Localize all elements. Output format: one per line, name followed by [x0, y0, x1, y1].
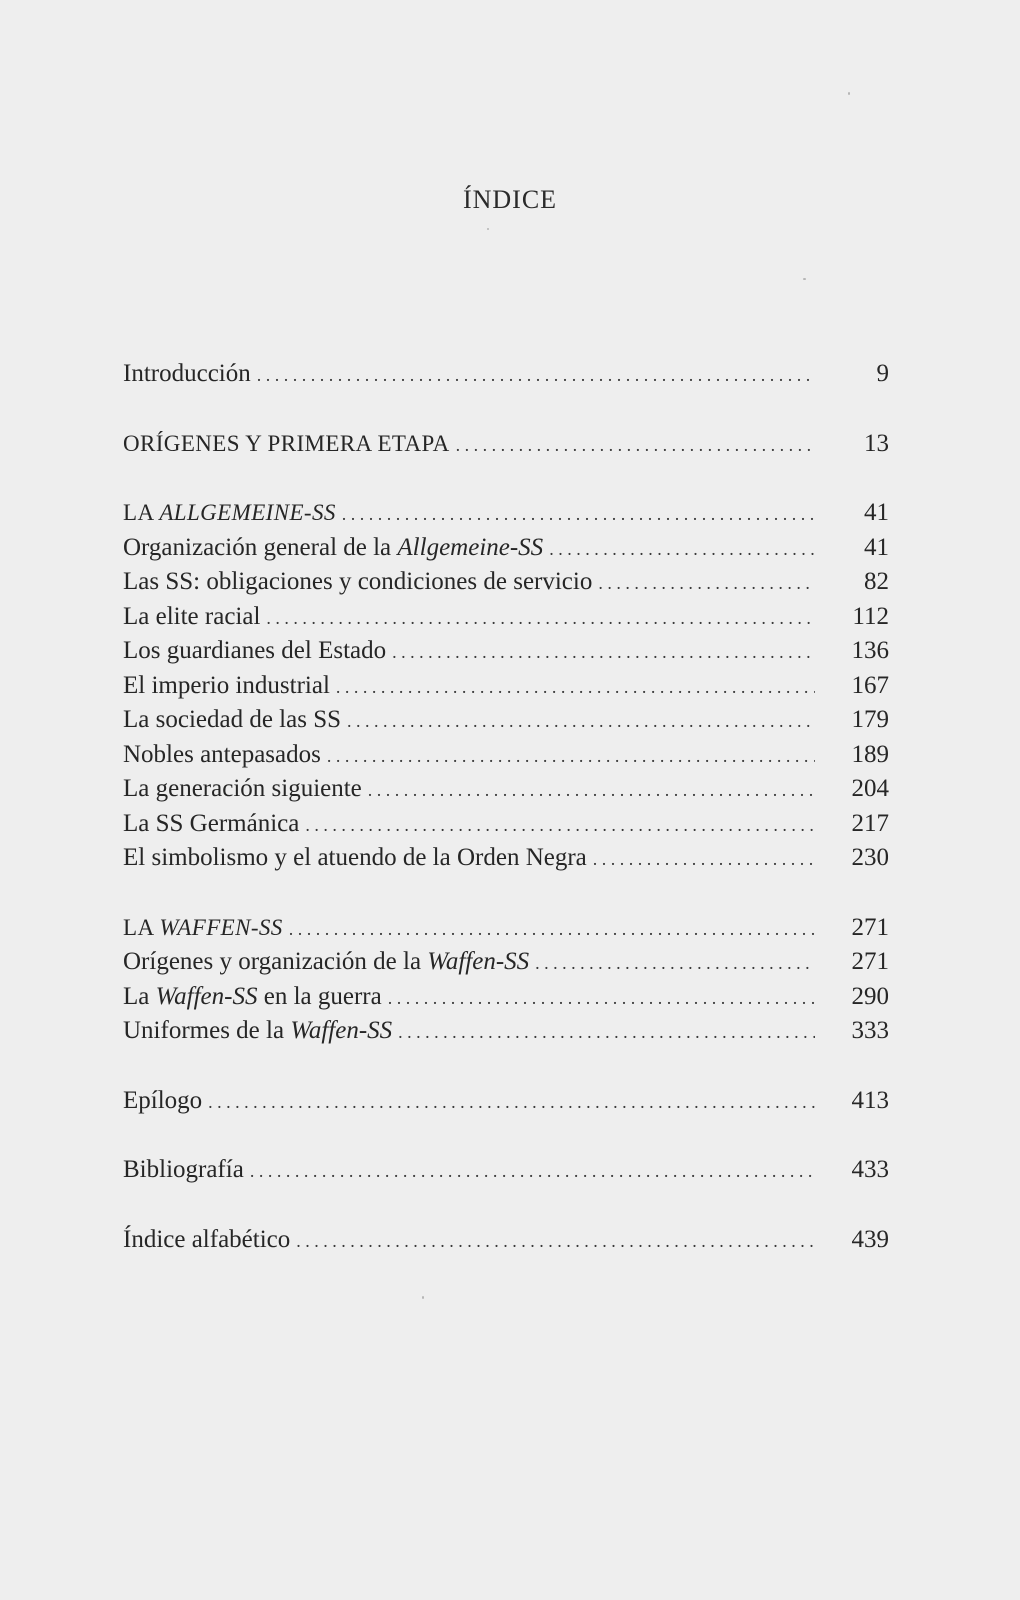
toc-entry: [123, 600, 889, 635]
label-italic: Waffen-SS: [155, 982, 258, 1010]
label-suffix: en la guerra: [257, 982, 382, 1010]
toc-group-indice-alfabetico: [123, 1223, 889, 1258]
toc-entry: [123, 980, 889, 1015]
toc-entry-label: Índice alfabético: [123, 1225, 291, 1253]
dot-leader: [250, 1154, 815, 1189]
toc-group-allgemeine: [123, 496, 889, 876]
scan-speck: [422, 1296, 424, 1299]
label-prefix: LA: [123, 500, 160, 525]
toc-entry-label: El imperio industrial: [123, 671, 330, 699]
dot-leader: [593, 842, 815, 877]
toc-entry-label: La elite racial: [123, 602, 261, 630]
toc-entry-label: El simbolismo y el atuendo de la Orden Negra: [123, 844, 587, 871]
toc-entry: [123, 1223, 889, 1258]
toc-group-bibliografia: [123, 1153, 889, 1188]
toc-entry-page: 271: [851, 948, 889, 975]
label-italic: ALLGEMEINE-SS: [159, 500, 336, 525]
toc-entry-page: 413: [851, 1086, 889, 1114]
toc-entry-label: [123, 531, 549, 566]
toc-entry-label: La SS Germánica: [123, 809, 300, 837]
label-italic: Waffen-SS: [290, 1017, 393, 1044]
toc-entry-label: ORÍGENES Y PRIMERA ETAPA: [123, 430, 450, 456]
toc-entry: [123, 772, 889, 807]
toc-group-epilogo: [123, 1084, 889, 1119]
toc-entry-label: Introducción: [123, 360, 251, 387]
toc-entry-label: [123, 1014, 398, 1049]
dot-leader: [392, 635, 815, 670]
page-title: ÍNDICE: [462, 185, 558, 214]
dot-leader: [388, 981, 815, 1016]
toc-entry: [123, 807, 889, 842]
toc-entry-page: 136: [851, 637, 889, 664]
toc-entry-page: 13: [864, 429, 889, 457]
dot-leader: [296, 1224, 815, 1259]
label-prefix: La: [123, 982, 156, 1010]
toc-entry-label: La sociedad de las SS: [123, 706, 342, 733]
label-italic: WAFFEN-SS: [159, 914, 283, 940]
dot-leader: [368, 773, 815, 808]
dot-leader: [305, 808, 815, 843]
toc-entry-page: 41: [864, 499, 889, 526]
toc-entry-label: Epílogo: [123, 1086, 203, 1114]
toc-entry-page: 217: [851, 809, 889, 837]
toc-entry-page: 112: [852, 602, 889, 630]
scan-speck: [487, 228, 489, 230]
dot-leader: [327, 739, 815, 774]
toc-entry-page: 230: [851, 844, 889, 871]
toc-entry-page: 433: [851, 1156, 889, 1183]
toc-entry-page: 189: [851, 740, 889, 768]
toc-entry: [123, 427, 889, 462]
scan-speck: [848, 92, 850, 95]
toc-entry-page: 82: [864, 568, 889, 595]
dot-leader: [456, 428, 815, 463]
toc-entry-page: 290: [851, 982, 889, 1010]
label-prefix: Uniformes de la: [123, 1017, 291, 1044]
toc-entry-page: 167: [851, 671, 889, 699]
dot-leader: [398, 1015, 815, 1050]
toc-entry: [123, 945, 889, 980]
toc-entry: [123, 1153, 889, 1188]
toc-entry-label: Bibliografía: [123, 1156, 244, 1183]
toc-entry-label: La generación siguiente: [123, 775, 362, 802]
toc-entry-label: [123, 945, 535, 980]
toc-entry: [123, 841, 889, 876]
toc-entry: [123, 357, 889, 392]
dot-leader: [257, 358, 815, 393]
toc-entry-page: 333: [851, 1017, 889, 1044]
toc-entry: [123, 496, 889, 531]
toc-entry-label: [123, 496, 342, 531]
scan-speck: [803, 278, 806, 280]
dot-leader: [598, 566, 815, 601]
toc-entry-page: 9: [876, 360, 889, 387]
dot-leader: [342, 497, 815, 532]
toc-entry-page: 271: [851, 913, 889, 941]
toc-entry: [123, 531, 889, 566]
toc-entry-label: Nobles antepasados: [123, 740, 321, 768]
toc-entry-page: 179: [851, 706, 889, 733]
toc-entry-label: [123, 911, 289, 946]
toc-group-waffen: [123, 911, 889, 1049]
toc-entry: [123, 669, 889, 704]
toc-entry: [123, 1014, 889, 1049]
table-of-contents: [123, 357, 889, 1292]
toc-entry-label: [123, 980, 388, 1015]
toc-entry-page: 41: [864, 533, 889, 561]
label-prefix: Organización general de la: [123, 533, 398, 561]
toc-entry: [123, 634, 889, 669]
toc-entry: [123, 1084, 889, 1119]
label-prefix: Orígenes y organización de la: [123, 948, 428, 975]
label-italic: Waffen-SS: [427, 948, 530, 975]
dot-leader: [289, 912, 815, 947]
toc-entry: [123, 703, 889, 738]
toc-entry-label: Los guardianes del Estado: [123, 637, 387, 664]
toc-group-origenes: [123, 427, 889, 462]
toc-entry: [123, 738, 889, 773]
toc-entry: [123, 911, 889, 946]
label-prefix: LA: [123, 914, 160, 940]
toc-entry-page: 439: [851, 1225, 889, 1253]
toc-entry-page: 204: [851, 775, 889, 802]
toc-group-intro: [123, 357, 889, 392]
dot-leader: [208, 1085, 815, 1120]
label-italic: Allgemeine-SS: [397, 533, 544, 561]
dot-leader: [266, 601, 815, 636]
toc-entry-label: Las SS: obligaciones y condiciones de servicio: [123, 568, 593, 595]
dot-leader: [347, 704, 815, 739]
toc-entry: [123, 565, 889, 600]
dot-leader: [549, 532, 815, 567]
dot-leader: [336, 670, 815, 705]
dot-leader: [535, 946, 815, 981]
